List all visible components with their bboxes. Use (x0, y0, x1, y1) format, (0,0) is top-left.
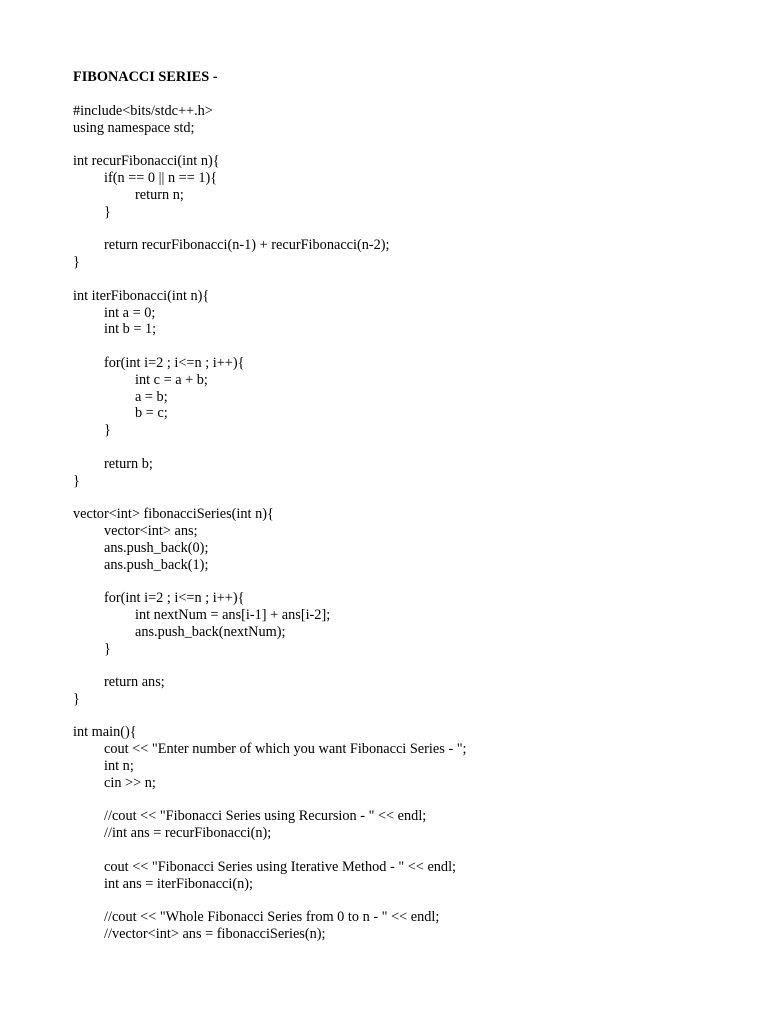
document-content (73, 69, 753, 943)
code-line: ans.push_back(1); (104, 556, 209, 573)
blank-line (73, 439, 753, 456)
code-line: } (104, 203, 111, 220)
code-line: vector<int> ans; (104, 522, 198, 539)
blank-line (73, 842, 753, 859)
blank-line (73, 657, 753, 674)
code-line: using namespace std; (73, 119, 195, 136)
code-line: //cout << "Fibonacci Series using Recursion - " << endl; (104, 808, 427, 825)
blank-line (73, 489, 753, 506)
blank-line (73, 221, 753, 238)
blank-line (73, 792, 753, 809)
code-line: int b = 1; (104, 321, 157, 338)
code-line: int c = a + b; (135, 371, 208, 388)
blank-line (73, 573, 753, 590)
code-line: cout << "Fibonacci Series using Iterative Method - " << endl; (104, 858, 457, 875)
code-line: } (104, 640, 111, 657)
code-line: } (104, 422, 111, 439)
code-line: } (73, 690, 80, 707)
code-line: //int ans = recurFibonacci(n); (104, 825, 272, 842)
code-line: for(int i=2 ; i<=n ; i++){ (104, 590, 245, 607)
code-line: ans.push_back(0); (104, 539, 209, 556)
code-line: vector<int> fibonacciSeries(int n){ (73, 506, 274, 523)
code-line: b = c; (135, 405, 168, 422)
blank-line (73, 271, 753, 288)
code-block (73, 103, 753, 943)
code-line: a = b; (135, 388, 168, 405)
code-line: int main(){ (73, 724, 137, 741)
code-line: int iterFibonacci(int n){ (73, 287, 210, 304)
code-line: } (73, 472, 80, 489)
code-line: //cout << "Whole Fibonacci Series from 0 to n - " << endl; (104, 909, 440, 926)
code-line: return n; (135, 186, 184, 203)
code-line: ans.push_back(nextNum); (135, 623, 286, 640)
code-line: return ans; (104, 674, 165, 691)
code-line: int nextNum = ans[i-1] + ans[i-2]; (135, 606, 331, 623)
code-line: int a = 0; (104, 304, 156, 321)
blank-line (73, 892, 753, 909)
code-line: cin >> n; (104, 774, 156, 791)
code-line: } (73, 254, 80, 271)
code-line: #include<bits/stdc++.h> (73, 103, 213, 119)
code-line: return b; (104, 455, 153, 472)
document-title: FIBONACCI SERIES - (73, 69, 218, 85)
blank-line (73, 338, 753, 355)
code-line: return recurFibonacci(n-1) + recurFibonacci(n-2); (104, 237, 390, 254)
blank-line (73, 708, 753, 725)
code-line: int n; (104, 758, 134, 775)
code-line: int ans = iterFibonacci(n); (104, 875, 254, 892)
code-line: int recurFibonacci(int n){ (73, 153, 220, 170)
code-line: if(n == 0 || n == 1){ (104, 170, 218, 187)
blank-line (73, 137, 753, 154)
code-line: cout << "Enter number of which you want Fibonacci Series - "; (104, 741, 467, 758)
code-line: //vector<int> ans = fibonacciSeries(n); (104, 926, 326, 943)
code-line: for(int i=2 ; i<=n ; i++){ (104, 354, 245, 371)
